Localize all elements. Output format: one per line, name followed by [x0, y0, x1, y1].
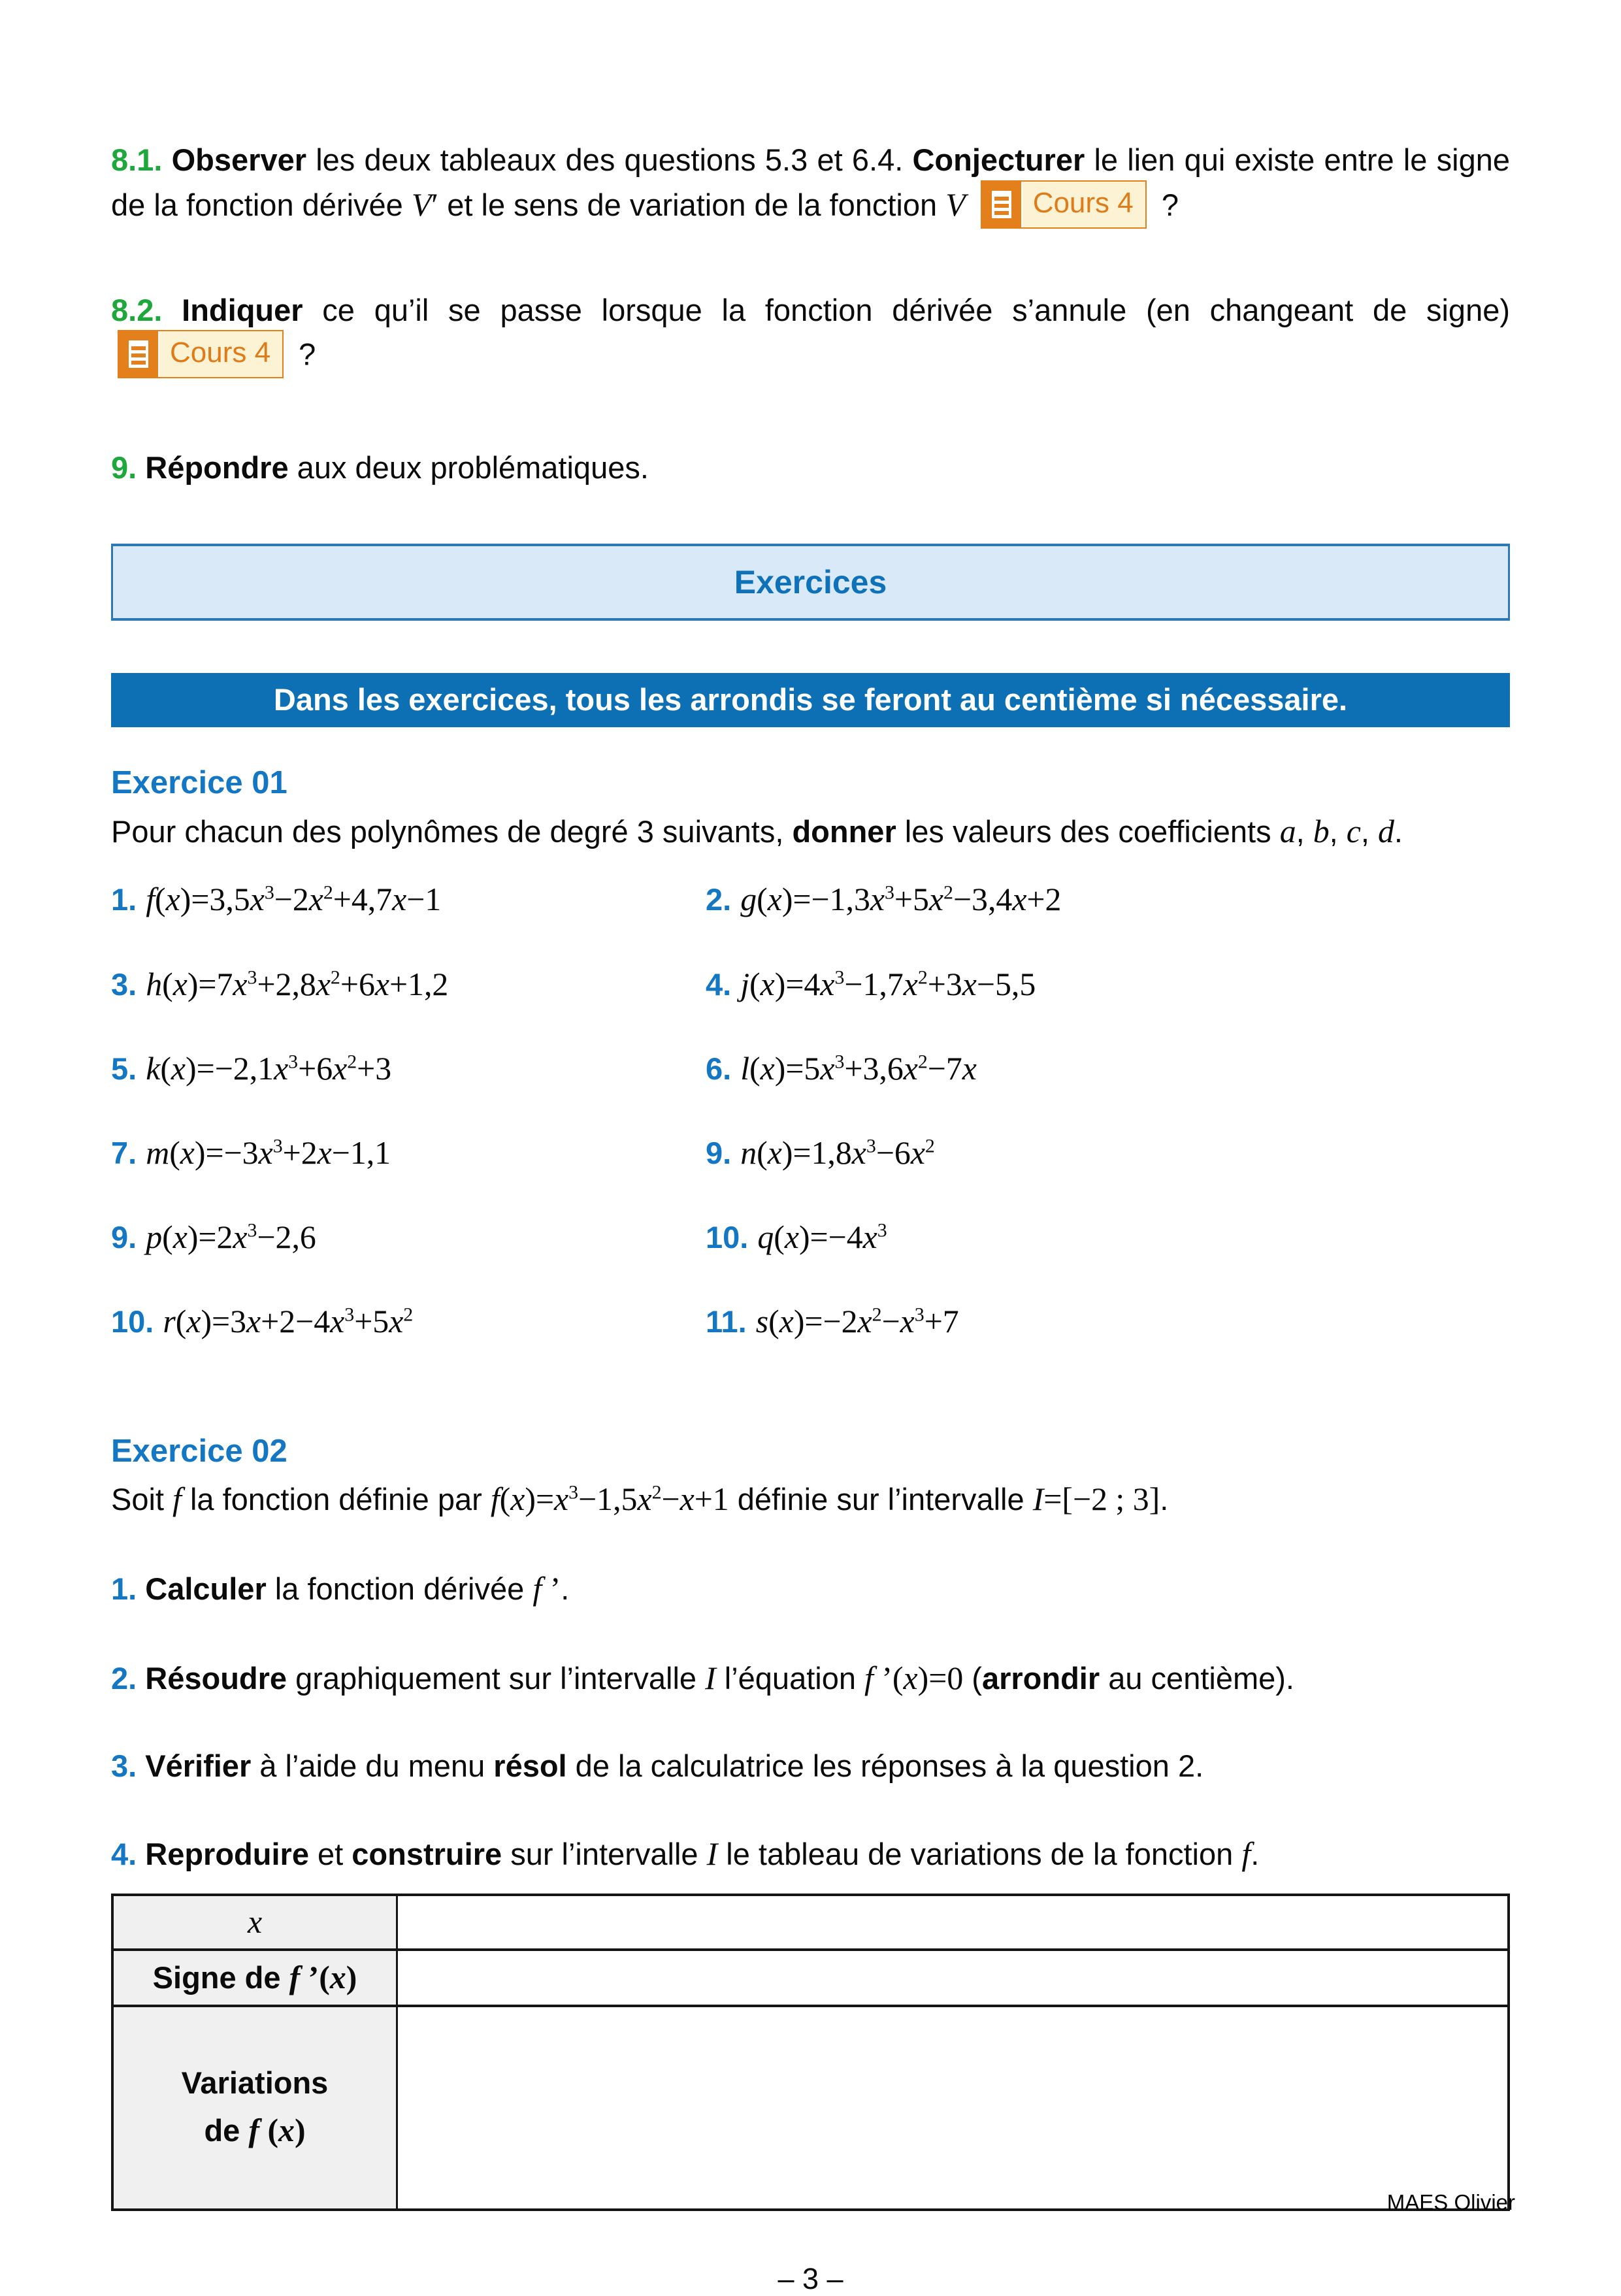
exercices-section-header	[111, 544, 1510, 621]
exercice-02-intro: Soit f la fonction définie par $f(x)=x^3-1,5x^2-x+1$ définie sur l’intervalle I=[−2 ; 3].	[111, 1481, 1169, 1518]
polynomial-list	[111, 874, 1510, 1381]
polynomial-formula: $p(x)=2x^3-2,6$	[146, 1219, 316, 1256]
document-icon	[119, 331, 159, 377]
list-item	[706, 959, 1510, 1009]
exercice-02-question-1: 1. Calculer la fonction dérivée f ’.	[111, 1571, 570, 1607]
cours-reference-badge[interactable]	[981, 180, 1147, 229]
item-number: 5.	[111, 1051, 137, 1086]
variation-table	[111, 1894, 1510, 2211]
list-item	[111, 959, 706, 1009]
exercice-02-question-4: 4. Reproduire et construire sur l’intervalle I le tableau de variations de la fonction f.	[111, 1836, 1260, 1873]
list-item	[706, 1212, 1510, 1262]
list-item	[111, 874, 706, 925]
table-cell-x-values	[397, 1895, 1509, 1950]
question-8-2: 8.2. Indiquer ce qu’il se passe lorsque la fonction dérivée s’annule (en changeant de signe) Cours 4 ?	[111, 289, 1510, 381]
list-item	[706, 1128, 1510, 1178]
list-item	[706, 874, 1510, 925]
polynomial-formula: $m(x)=-3x^3+2x-1,1$	[146, 1134, 391, 1171]
cours-badge-label: Cours 4	[170, 336, 271, 369]
polynomial-formula: $h(x)=7x^3+2,8x^2+6x+1,2$	[146, 966, 449, 1002]
list-item	[706, 1296, 1510, 1347]
cours-badge-label: Cours 4	[1032, 187, 1134, 220]
exercice-01-intro: Pour chacun des polynômes de degré 3 suivants, donner les valeurs des coefficients a, b, c, d.	[111, 813, 1403, 849]
list-item	[111, 1128, 706, 1178]
item-number: 3.	[111, 966, 137, 1002]
rounding-notice-text: Dans les exercices, tous les arrondis se feront au centième si nécessaire.	[273, 681, 1348, 717]
author-name: MAES Olivier	[1386, 2190, 1515, 2214]
question-9: 9. Répondre aux deux problématiques.	[111, 450, 649, 485]
exercice-02-title: Exercice 02	[111, 1433, 287, 1469]
table-header-variations: Variations de f (x)	[112, 2006, 397, 2210]
list-item	[706, 1043, 1510, 1094]
polynomial-formula: $l(x)=5x^3+3,6x^2-7x$	[740, 1050, 977, 1087]
item-number: 11.	[706, 1304, 747, 1339]
exercice-02-question-2: 2. Résoudre graphiquement sur l’intervalle I l’équation f ’(x)=0 (arrondir au centième).	[111, 1660, 1294, 1696]
item-number: 9.	[111, 1220, 137, 1255]
item-number: 2.	[706, 882, 732, 917]
polynomial-formula: $g(x)=-1,3x^3+5x^2-3,4x+2$	[740, 881, 1062, 918]
page-number: – 3 –	[778, 2261, 843, 2295]
list-item	[111, 1296, 706, 1347]
exercices-title: Exercices	[734, 563, 887, 600]
exercice-01-title: Exercice 01	[111, 764, 287, 800]
polynomial-formula: $n(x)=1,8x^3-6x^2$	[740, 1134, 935, 1171]
item-number: 7.	[111, 1135, 137, 1170]
question-8-1: 8.1. Observer les deux tableaux des questions 5.3 et 6.4. Conjecturer le lien qui existe entre le signe de la fonction dérivée V′ et le sens de variation de la fonction V Cours 4 ?	[111, 139, 1510, 231]
item-number: 9.	[706, 1135, 732, 1170]
polynomial-formula: $r(x)=3x+2-4x^3+5x^2$	[163, 1304, 414, 1340]
cours-reference-badge[interactable]	[118, 330, 284, 378]
item-number: 1.	[111, 882, 137, 917]
item-number: 6.	[706, 1051, 732, 1086]
polynomial-formula: $s(x)=-2x^2-x^3+7$	[755, 1304, 959, 1340]
document-icon	[982, 182, 1023, 227]
item-number: 10.	[706, 1220, 749, 1255]
item-number: 4.	[706, 966, 732, 1002]
item-number: 10.	[111, 1304, 154, 1339]
polynomial-formula: $k(x)=-2,1x^3+6x^2+3$	[146, 1050, 392, 1087]
table-header-x: x	[112, 1895, 397, 1950]
exercice-02-question-3: 3. Vérifier à l’aide du menu résol de la calculatrice les réponses à la question 2.	[111, 1748, 1204, 1784]
polynomial-formula: $j(x)=4x^3-1,7x^2+3x-5,5$	[740, 966, 1036, 1002]
list-item	[111, 1043, 706, 1094]
list-item	[111, 1212, 706, 1262]
table-cell-sign-values	[397, 1950, 1509, 2006]
table-header-sign: Signe de f ’(x)	[112, 1950, 397, 2006]
table-cell-variations	[397, 2006, 1509, 2210]
polynomial-formula: $f(x)=3,5x^3-2x^2+4,7x-1$	[146, 881, 442, 918]
polynomial-formula: $q(x)=-4x^3$	[757, 1219, 887, 1256]
rounding-notice-banner	[111, 673, 1510, 727]
